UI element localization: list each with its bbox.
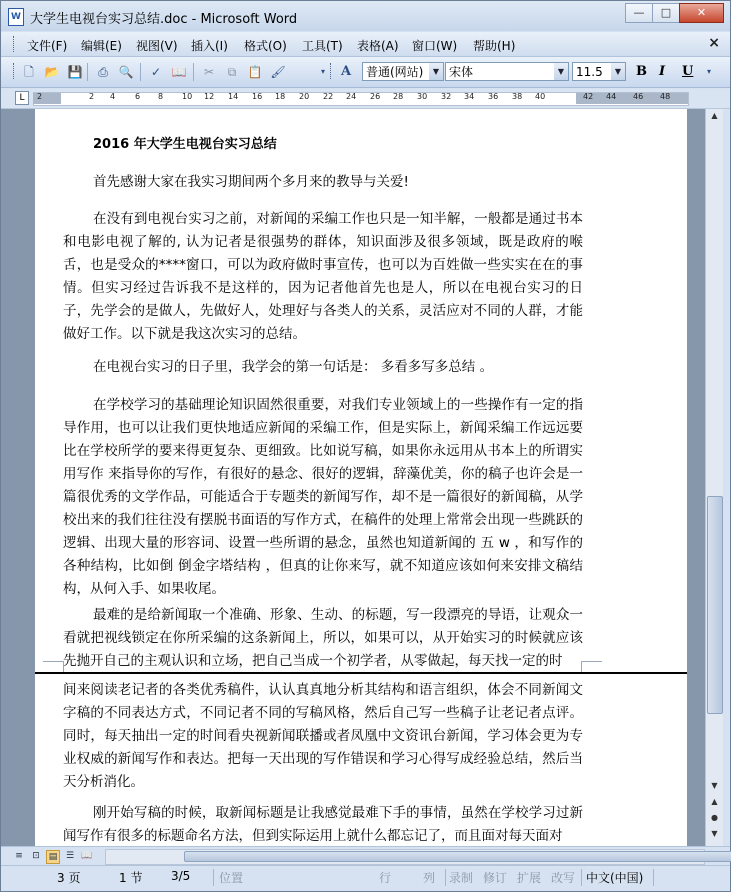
word-app-icon[interactable]: W <box>8 8 24 26</box>
margin-corner-mark <box>581 661 602 672</box>
vertical-scrollbar[interactable] <box>705 109 723 846</box>
menu-file[interactable]: 文件(F) <box>27 39 68 53</box>
ruler-number: 4 <box>110 92 116 101</box>
ruler-number: 44 <box>606 92 617 101</box>
paragraph[interactable] <box>63 208 583 346</box>
spelling-icon[interactable]: ✓ <box>150 65 162 79</box>
chevron-down-icon[interactable]: ▼ <box>429 63 443 80</box>
paragraph[interactable] <box>63 802 583 846</box>
menu-grip[interactable] <box>13 36 17 52</box>
close-document-icon[interactable]: × <box>708 35 720 51</box>
view-bar <box>1 846 730 865</box>
document-heading[interactable]: 2016 年大学生电视台实习总结 <box>93 137 277 152</box>
ruler-number: 2 <box>37 92 43 101</box>
paragraph[interactable] <box>63 604 583 673</box>
ruler-number: 16 <box>252 92 263 101</box>
ruler-number: 36 <box>488 92 499 101</box>
underline-button[interactable]: U <box>682 64 694 79</box>
style-select-value: 普通(网站) <box>366 65 424 79</box>
next-page-icon[interactable]: ▼ <box>711 829 718 838</box>
copy-icon[interactable]: ⧉ <box>227 65 237 79</box>
normal-view-icon[interactable]: ≡ <box>15 851 23 861</box>
status-separator <box>213 869 214 886</box>
ruler-number: 18 <box>275 92 286 101</box>
status-position: 位置 <box>219 871 244 885</box>
ruler-number: 28 <box>393 92 404 101</box>
menu-format[interactable]: 格式(O) <box>244 39 287 53</box>
ruler-number: 24 <box>346 92 357 101</box>
ruler-number: 8 <box>158 92 164 101</box>
horizontal-scroll-thumb[interactable] <box>184 851 731 862</box>
styles-and-formatting-icon[interactable]: A <box>341 64 352 79</box>
status-section: 1 节 <box>119 871 143 885</box>
ruler-number: 2 <box>89 92 95 101</box>
font-size-value: 11.5 <box>576 65 603 79</box>
paragraph-text[interactable]: 在电视台实习的日子里，我学会的第一句话是： 多看多写多总结 。 <box>93 359 494 375</box>
status-extend[interactable]: 扩展 <box>517 871 542 885</box>
bold-button[interactable]: B <box>636 64 647 79</box>
paragraph[interactable] <box>63 171 583 194</box>
page[interactable] <box>35 674 687 846</box>
paragraph-text[interactable]: 间来阅读老记者的各类优秀稿件，认认真真地分析其结构和语言组织，体会不同新闻文字稿的不同表达方式，不同记者不同的写稿风格，然后自己写一些稿子让老记者点评。同时，每天抽出一定的时间看央视新闻联播或者凤凰中文资讯台新闻，学习体会更为专业权威的新闻写作和表达。把每一天出现的写作错误和学习心得写成经验总结，然后当天分析消化。 <box>63 682 583 790</box>
ruler-number: 12 <box>204 92 215 101</box>
status-separator <box>581 869 582 886</box>
status-page: 3 页 <box>57 871 81 885</box>
tab-selector[interactable]: L <box>15 91 29 105</box>
font-size-select[interactable] <box>572 62 626 81</box>
chevron-down-icon[interactable]: ▼ <box>611 63 625 80</box>
reading-layout-view-icon[interactable]: 📖 <box>81 851 93 861</box>
toolbar-grip[interactable] <box>13 63 17 79</box>
status-record[interactable]: 录制 <box>449 871 474 885</box>
status-revision[interactable]: 修订 <box>483 871 508 885</box>
font-select[interactable] <box>445 62 569 81</box>
status-column: 列 <box>423 871 436 885</box>
research-icon[interactable]: 📖 <box>171 65 187 79</box>
ruler-number: 34 <box>464 92 475 101</box>
outline-view-icon[interactable]: ☰ <box>65 851 75 861</box>
window-title: 大学生电视台实习总结.doc - Microsoft Word <box>30 12 298 27</box>
paragraph[interactable] <box>63 679 583 794</box>
toolbar-separator <box>193 63 194 81</box>
margin-corner-mark <box>43 661 64 672</box>
menu-insert[interactable]: 插入(I) <box>191 39 228 53</box>
toolbar-separator <box>87 63 88 81</box>
new-document-icon[interactable]: 🗋 <box>24 65 34 79</box>
toolbar-options-icon[interactable]: ▾ <box>320 67 325 76</box>
save-icon[interactable]: 💾 <box>67 65 83 79</box>
select-browse-object-icon[interactable]: ● <box>711 813 718 822</box>
print-icon[interactable]: ⎙ <box>98 65 108 79</box>
ruler-number: 14 <box>228 92 239 101</box>
print-preview-icon[interactable]: 🔍 <box>118 65 134 79</box>
title-bar <box>1 1 730 31</box>
style-select[interactable] <box>362 62 444 81</box>
toolbar <box>1 57 730 88</box>
menu-bar <box>1 32 730 57</box>
chevron-down-icon[interactable]: ▼ <box>554 63 568 80</box>
ruler-number: 22 <box>323 92 334 101</box>
paragraph-text[interactable]: 首先感谢大家在我实习期间两个多月来的教导与关爱! <box>93 174 409 190</box>
ruler-number: 10 <box>182 92 193 101</box>
ruler-number: 20 <box>299 92 310 101</box>
scroll-up-icon[interactable]: ▲ <box>711 111 718 120</box>
ruler-number: 26 <box>370 92 381 101</box>
window-controls <box>626 3 724 23</box>
web-layout-view-icon[interactable]: ⊡ <box>32 851 40 861</box>
menu-tools[interactable]: 工具(T) <box>302 39 343 53</box>
format-toolbar-grip[interactable] <box>330 63 334 79</box>
menu-window[interactable]: 窗口(W) <box>412 39 458 53</box>
format-painter-icon[interactable]: 🖌 <box>270 65 286 79</box>
ruler-number: 38 <box>512 92 523 101</box>
italic-button[interactable]: I <box>659 64 666 79</box>
document-workspace[interactable] <box>1 109 705 846</box>
menu-help[interactable]: 帮助(H) <box>473 39 516 53</box>
menu-edit[interactable]: 编辑(E) <box>81 39 122 53</box>
ruler-number: 32 <box>441 92 452 101</box>
paragraph-text[interactable]: 最难的是给新闻取一个准确、形象、生动、的标题，写一段漂亮的导语，让观众一看就把视线锁定在你所采编的这条新闻上，所以，如果可以，从开始实习的时候就应该先抛开自己的主观认识和立场，把自己当成一个初学者，从零做起，每天找一定的时 <box>63 607 583 669</box>
horizontal-ruler[interactable] <box>1 89 730 109</box>
status-separator <box>445 869 446 886</box>
toolbar-separator <box>140 63 141 81</box>
ruler-number: 6 <box>135 92 141 101</box>
status-page-of: 3/5 <box>171 869 191 883</box>
horizontal-scrollbar[interactable] <box>105 849 705 865</box>
cut-icon[interactable]: ✂ <box>203 65 215 79</box>
menu-table[interactable]: 表格(A) <box>357 39 399 53</box>
open-folder-icon[interactable]: 📂 <box>44 65 60 79</box>
status-language[interactable]: 中文(中国) <box>586 871 644 885</box>
ruler-number: 40 <box>535 92 546 101</box>
paragraph-text[interactable]: 在没有到电视台实习之前，对新闻的采编工作也只是一知半解，一般都是通过书本和电影电视了解的, 认为记者是很强势的群体，知识面涉及很多领域，既是政府的喉舌，也是受众的****窗口，可以为政府做时事宣传，也可以为百姓做一些实实在在的事情。但实习经过告诉我不是这样的，因为记者他首先也是人，所以在电视台实习的日子，先学会的是做人，先做好人，处理好与各类人的关系，灵活应对不同的人群，才能做好工作。以下就是我这次实习的总结。 <box>63 211 583 342</box>
status-line: 行 <box>379 871 392 885</box>
ruler-number: 46 <box>633 92 644 101</box>
minimize-button[interactable]: — <box>625 3 653 23</box>
ruler-number: 48 <box>660 92 671 101</box>
close-button[interactable]: ✕ <box>679 3 724 23</box>
maximize-button[interactable]: □ <box>652 3 680 23</box>
print-layout-view-icon[interactable]: ▤ <box>46 850 60 864</box>
ruler-number: 42 <box>583 92 594 101</box>
paragraph[interactable] <box>63 356 583 379</box>
paragraph-text[interactable]: 在学校学习的基础理论知识固然很重要，对我们专业领域上的一些操作有一定的指导作用，也可以让我们更快地适应新闻的采编工作，但是实际上，新闻采编工作远远要比在学校所学的要来得更复杂、更细致。比如说写稿，如果你永远用从书本上的所谓实用写作 来指导你的写作，有很好的悬念、很好的逻辑，辞藻优美，你的稿子也许会是一篇很优秀的文学作品，可能适合于专题类的新闻写作，却不是一篇很好的新闻稿，从学校出来的我们往往没有摆脱书面语的写作方式，在稿件的处理上常常会出现一些跳跃的逻辑、出现大量的形容词、设置一些所谓的悬念，虽然也知道新闻的 五 w ，和写作的各种结构，比如倒 倒金字塔结构 ，但真的让你来写，就不知道应该如何来安排文稿结构，从何入手、如果收尾。 <box>63 397 583 597</box>
page[interactable] <box>35 109 687 673</box>
vertical-scroll-thumb[interactable] <box>707 496 723 714</box>
ruler-number: 30 <box>417 92 428 101</box>
previous-page-icon[interactable]: ▲ <box>711 797 718 806</box>
font-select-value: 宋体 <box>449 65 474 79</box>
status-bar <box>1 865 730 891</box>
paste-icon[interactable]: 📋 <box>247 65 263 79</box>
scroll-down-icon[interactable]: ▼ <box>711 781 718 790</box>
menu-view[interactable]: 视图(V) <box>136 39 178 53</box>
paragraph[interactable] <box>63 394 583 601</box>
status-overtype[interactable]: 改写 <box>551 871 576 885</box>
status-separator <box>653 869 654 886</box>
paragraph-text[interactable]: 刚开始写稿的时候，取新闻标题是让我感觉最难下手的事情，虽然在学校学习过新闻写作有很多的标题命名方法，但到实际运用上就什么都忘记了，而且面对每天面对 <box>63 805 583 844</box>
toolbar-options-icon[interactable]: ▾ <box>706 67 711 76</box>
